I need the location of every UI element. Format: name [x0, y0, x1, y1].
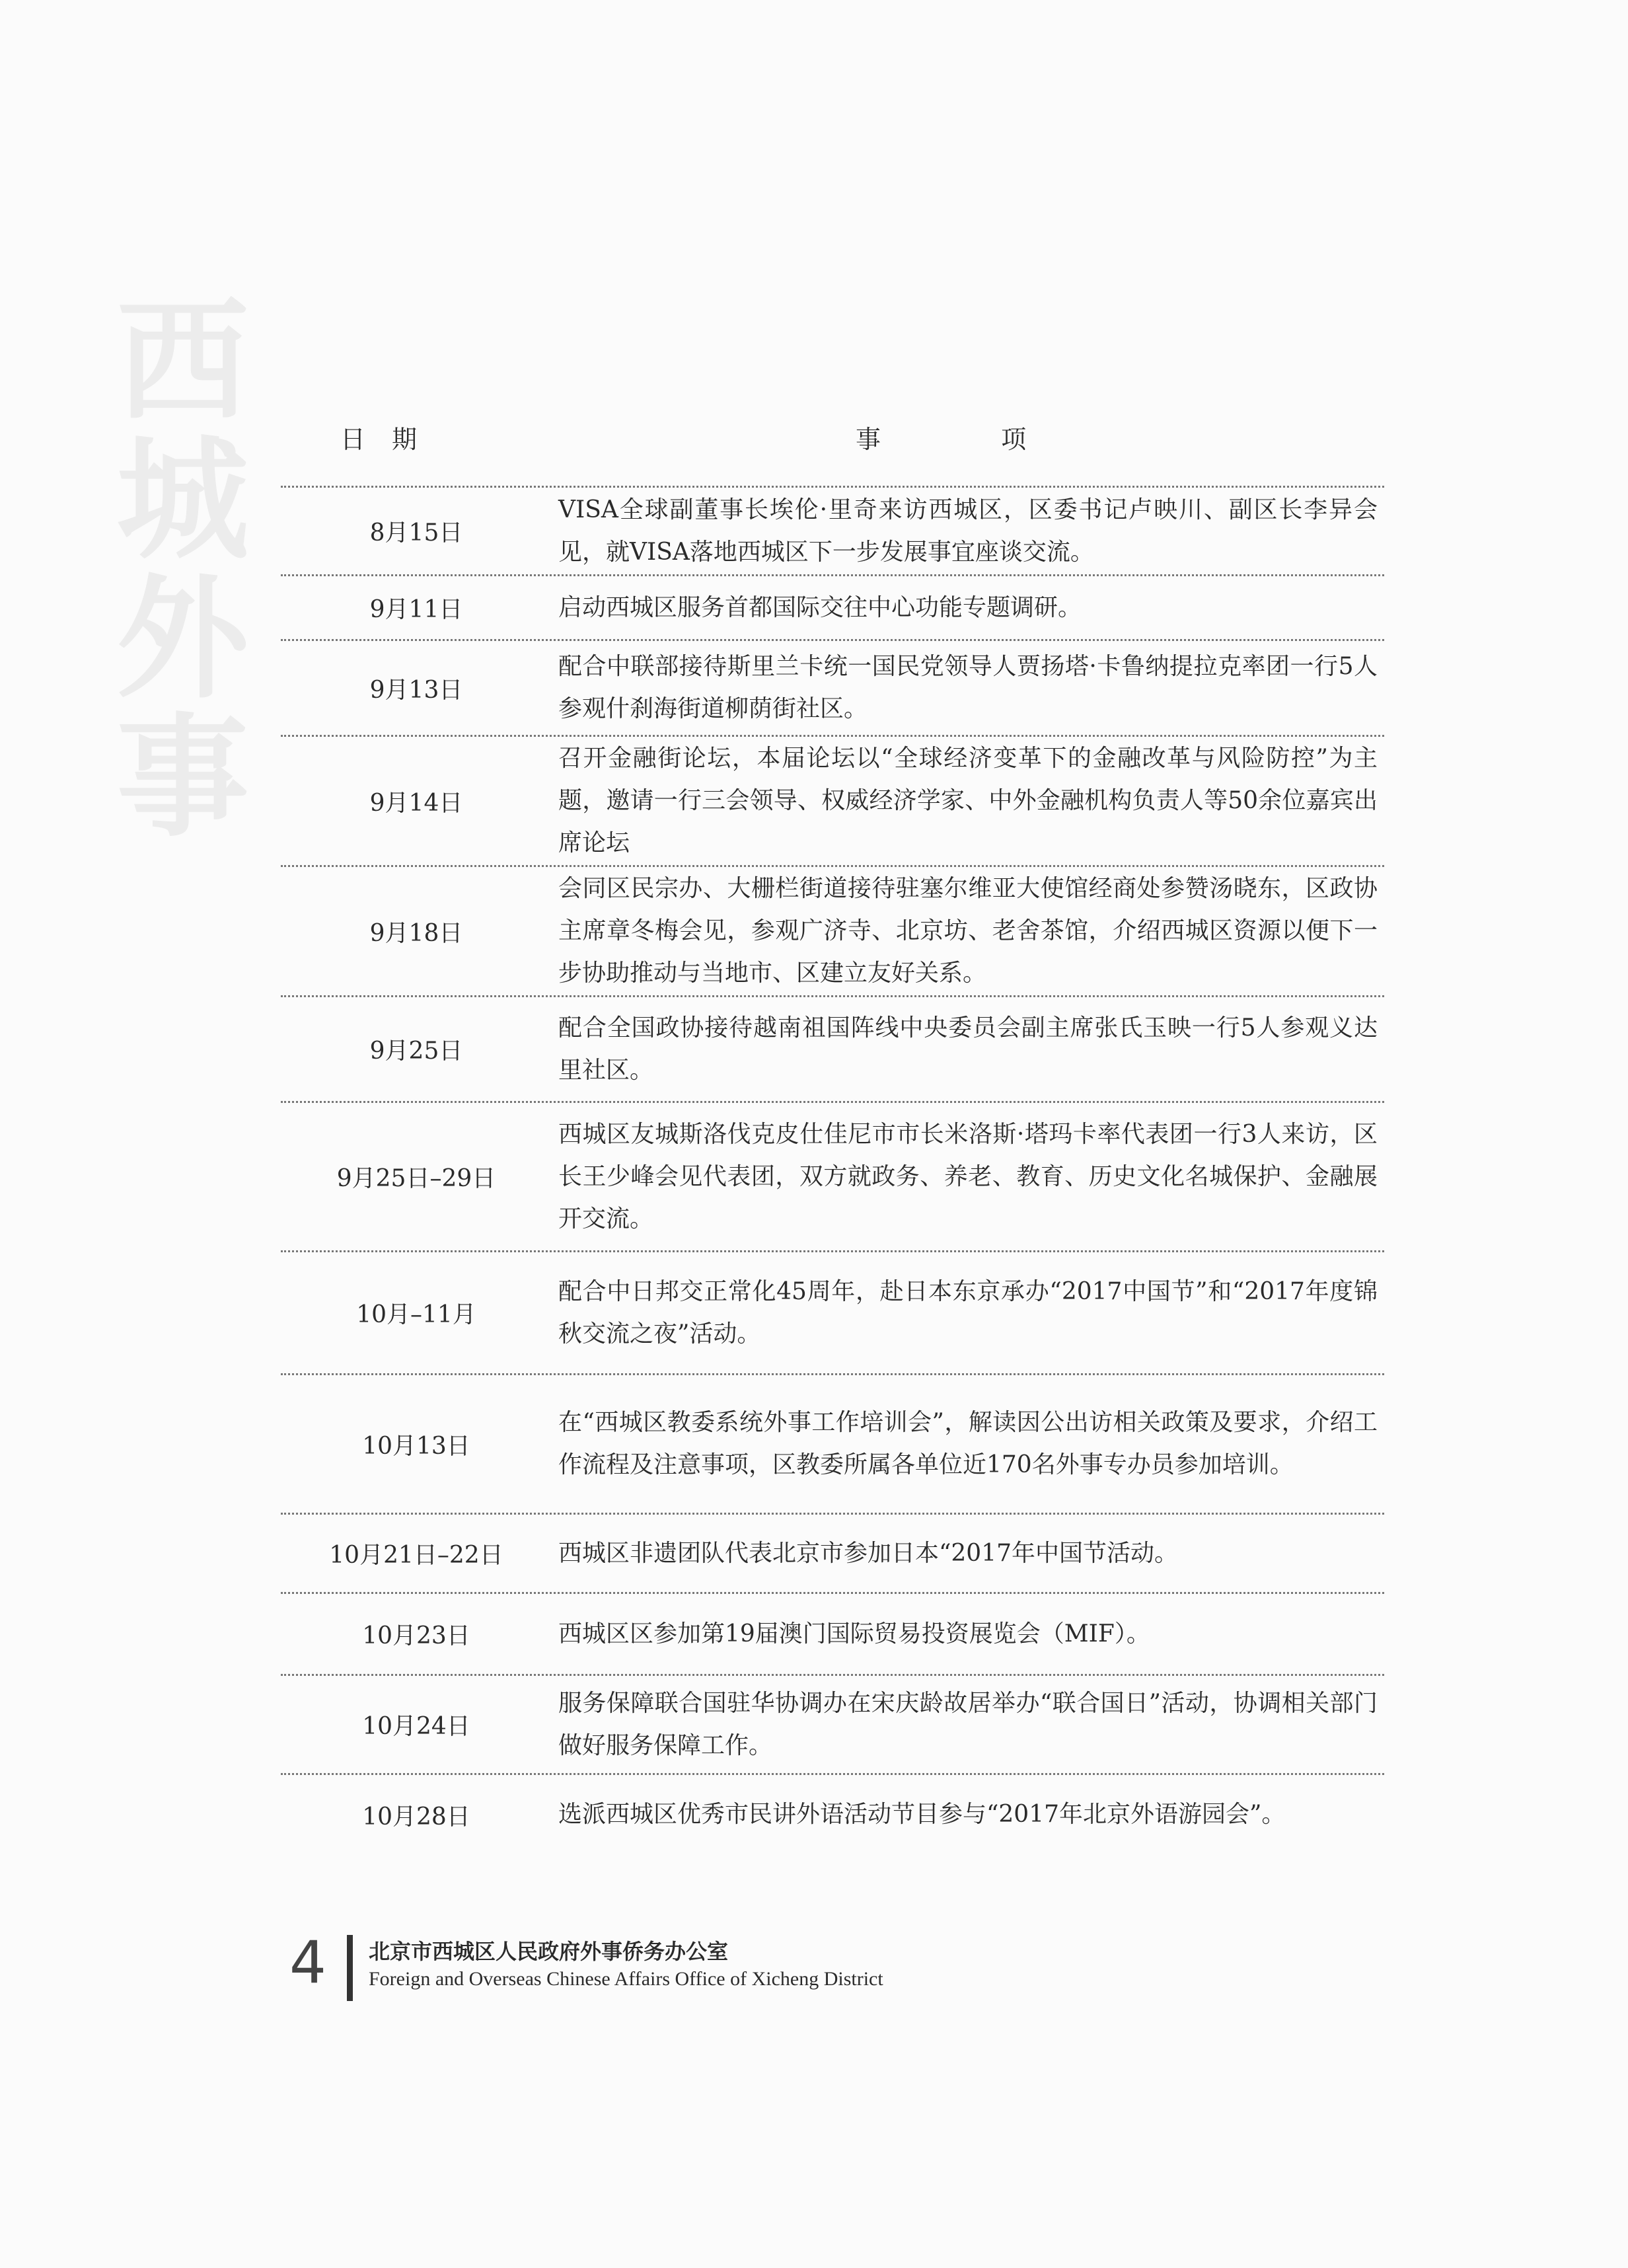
row-event: 西城区非遗团队代表北京市参加日本“2017年中国节活动。	[558, 1539, 1179, 1567]
background-watermark: 西城外事	[94, 291, 250, 846]
row-event: 选派西城区优秀市民讲外语活动节目参与“2017年北京外语游园会”。	[558, 1801, 1286, 1828]
row-event: 配合全国政协接待越南祖国阵线中央委员会副主席张氏玉映一行5人参观义达里社区。	[558, 1014, 1378, 1084]
table-row	[281, 1252, 1384, 1375]
row-date: 10月21日–22日	[329, 1542, 503, 1569]
header-item: 事 项	[856, 425, 1027, 454]
table-row	[281, 576, 1384, 641]
table-row	[281, 1594, 1384, 1676]
row-date: 9月13日	[369, 676, 463, 704]
row-date: 10月24日	[362, 1713, 470, 1740]
row-event: 服务保障联合国驻华协调办在宋庆龄故居举办“联合国日”活动，协调相关部门做好服务保障工作。	[558, 1689, 1378, 1759]
footer-divider	[347, 1935, 353, 2001]
row-date: 9月25日–29日	[336, 1165, 496, 1192]
row-date: 9月14日	[369, 789, 463, 817]
row-date: 9月11日	[369, 596, 463, 623]
row-date: 10月28日	[362, 1803, 470, 1831]
row-date: 9月18日	[369, 919, 463, 947]
header-date: 日期	[340, 425, 444, 454]
table-row	[281, 1103, 1384, 1252]
table-row	[281, 1775, 1384, 1854]
footer-org-english: Foreign and Overseas Chinese Affairs Office of Xicheng District	[369, 1968, 883, 1990]
table-row	[281, 1515, 1384, 1594]
row-date: 9月25日	[369, 1038, 463, 1065]
row-event: 召开金融街论坛，本届论坛以“全球经济变革下的金融改革与风险防控”为主题，邀请一行三会领导、权威经济学家、中外金融机构负责人等50余位嘉宾出席论坛	[558, 745, 1378, 856]
row-event: 配合中联部接待斯里兰卡统一国民党领导人贾扬塔·卡鲁纳提拉克率团一行5人参观什刹海街道柳荫街社区。	[558, 653, 1378, 722]
table-row	[281, 488, 1384, 576]
table-header	[281, 410, 1384, 488]
row-event: 西城区友城斯洛伐克皮仕佳尼市市长米洛斯·塔玛卡率代表团一行3人来访，区长王少峰会见代表团，双方就政务、养老、教育、历史文化名城保护、金融展开交流。	[558, 1120, 1378, 1232]
table-row	[281, 1375, 1384, 1515]
table-row	[281, 997, 1384, 1103]
table-row	[281, 867, 1384, 997]
table-row	[281, 1676, 1384, 1775]
page-number: 4	[289, 1928, 326, 1996]
row-event: 在“西城区教委系统外事工作培训会”，解读因公出访相关政策及要求，介绍工作流程及注意事项，区教委所属各单位近170名外事专办员参加培训。	[558, 1409, 1378, 1478]
row-event: 配合中日邦交正常化45周年，赴日本东京承办“2017中国节”和“2017年度锦秋交流之夜”活动。	[558, 1277, 1378, 1347]
row-event: 会同区民宗办、大栅栏街道接待驻塞尔维亚大使馆经商处参赞汤晓东，区政协主席章冬梅会见，参观广济寺、北京坊、老舍茶馆，介绍西城区资源以便下一步协助推动与当地市、区建立友好关系。	[558, 875, 1378, 987]
events-table	[281, 410, 1384, 1854]
row-date: 10月–11月	[356, 1301, 476, 1328]
row-event: 启动西城区服务首都国际交往中心功能专题调研。	[558, 593, 1082, 621]
table-row	[281, 737, 1384, 867]
row-date: 8月15日	[369, 519, 463, 547]
row-date: 10月23日	[362, 1622, 470, 1649]
row-event: VISA全球副董事长埃伦·里奇来访西城区，区委书记卢映川、副区长李异会见，就VISA落地西城区下一步发展事宜座谈交流。	[558, 496, 1378, 566]
row-event: 西城区区参加第19届澳门国际贸易投资展览会（MIF）。	[558, 1620, 1150, 1647]
table-row	[281, 641, 1384, 737]
footer-org-chinese: 北京市西城区人民政府外事侨务办公室	[369, 1939, 729, 1964]
row-date: 10月13日	[362, 1432, 470, 1460]
